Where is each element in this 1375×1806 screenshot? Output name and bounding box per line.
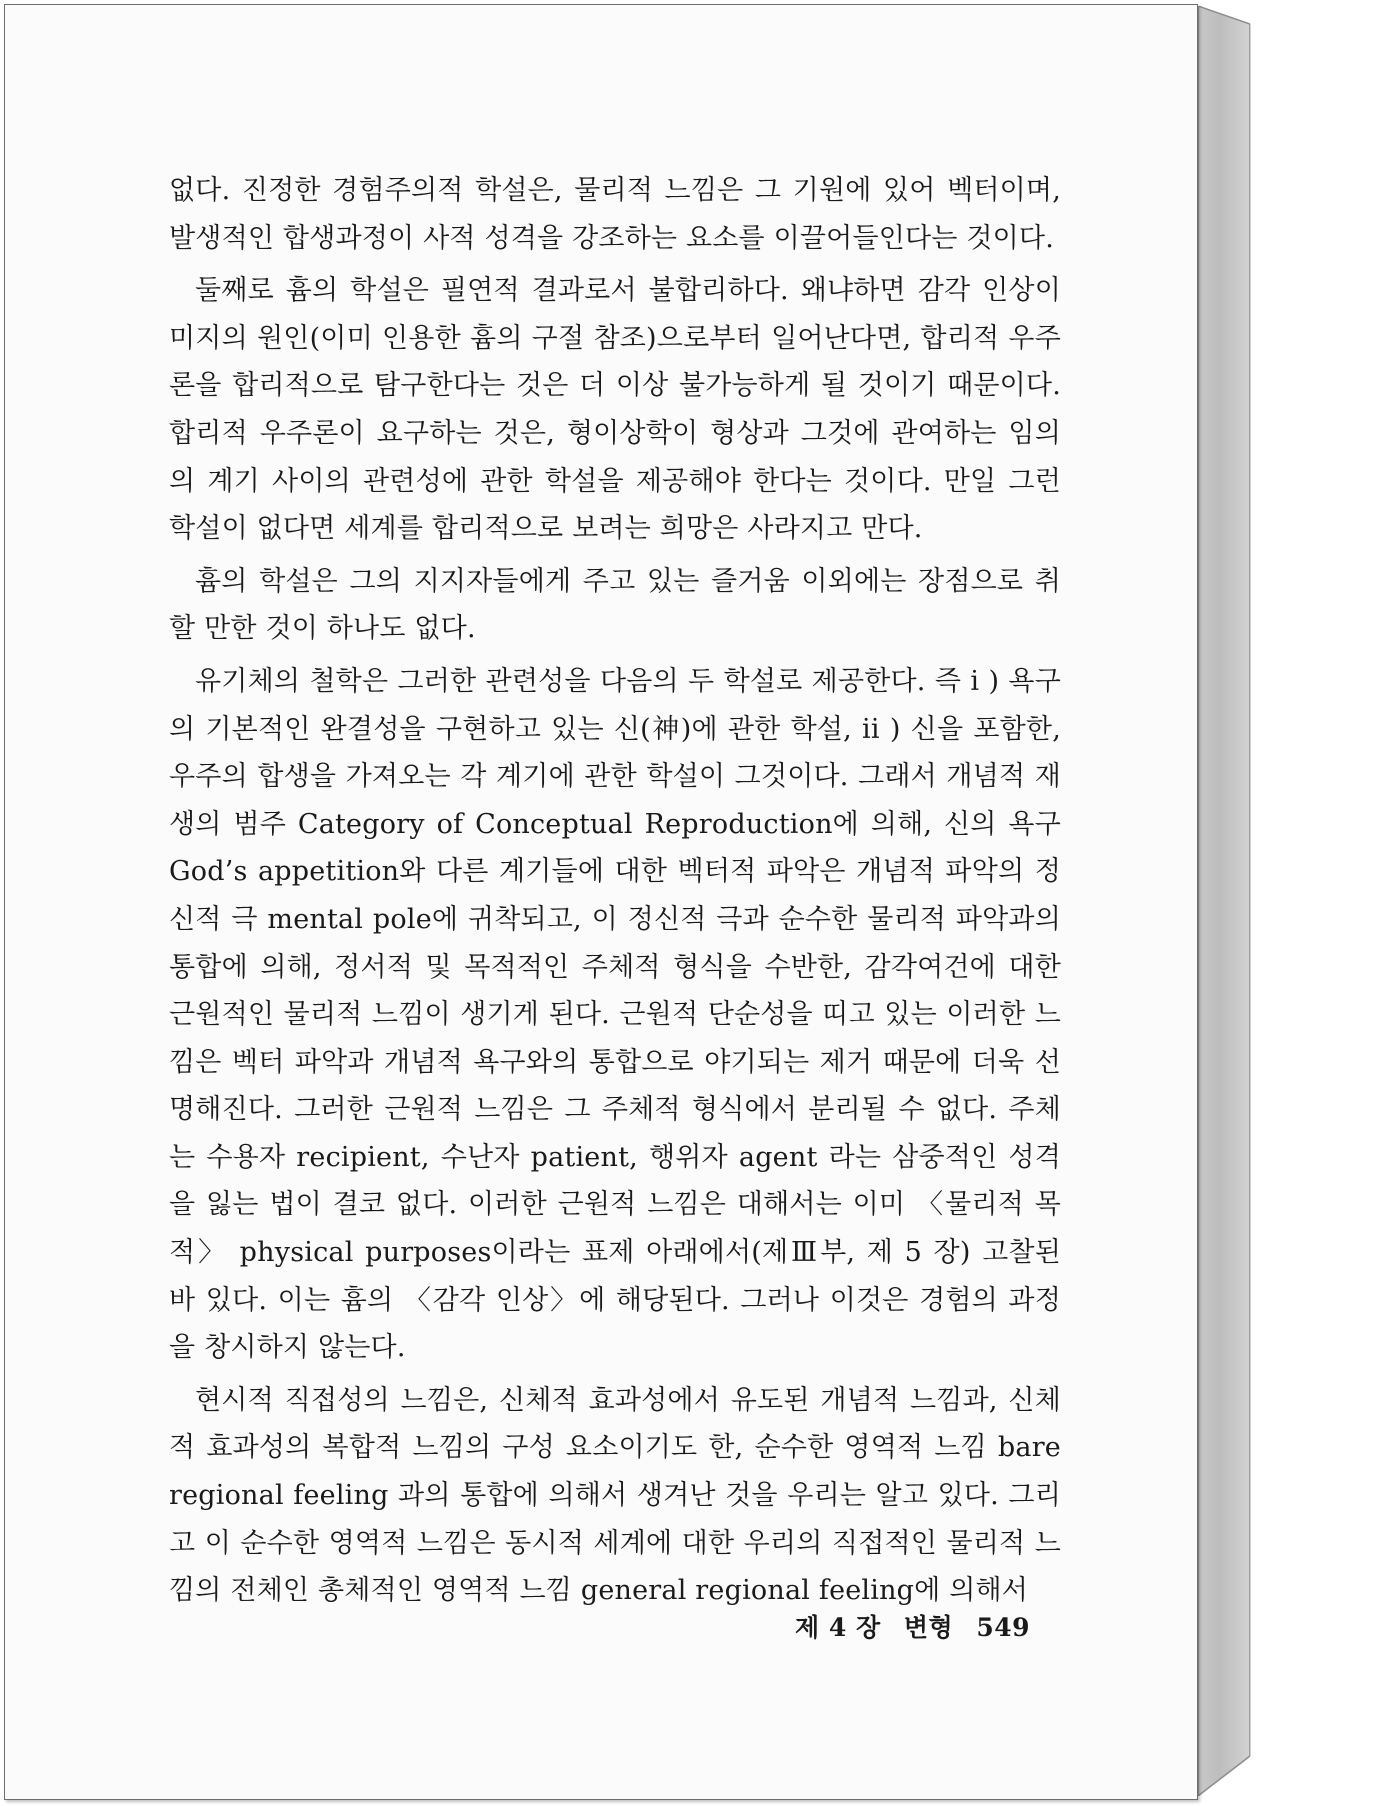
footer-chapter: 제 4 장: [795, 1613, 881, 1642]
paragraph: 현시적 직접성의 느낌은, 신체적 효과성에서 유도된 개념적 느낌과, 신체적 효과성의 복합적 느낌의 구성 요소이기도 한, 순수한 영역적 느낌 bare regional feeling 과의 통합에 의해서 생겨난 것을 우리는 알고 있다. 그리고 이 순수한 영역적 느낌은 동시적 세계에 대한 우리의 직접적인 물리적 느낌의 전체인 총체적인 영역적 느낌 general regional feeling에 의해서: [169, 1384, 1061, 1607]
book-side-edge: [1198, 6, 1251, 1796]
page-number: 549: [976, 1613, 1031, 1642]
book-page: [4, 4, 1198, 1800]
page-footer: [795, 1608, 1055, 1644]
body-text: [169, 167, 1061, 1620]
paragraph: 흄의 학설은 그의 지지자들에게 주고 있는 즐거움 이외에는 장점으로 취할 만한 것이 하나도 없다.: [169, 565, 1061, 645]
paragraph: 둘째로 흄의 학설은 필연적 결과로서 불합리하다. 왜냐하면 감각 인상이 미지의 원인(이미 인용한 흄의 구절 참조)으로부터 일어난다면, 합리적 우주론을 합리적으로 탐구한다는 것은 더 이상 불가능하게 될 것이기 때문이다. 합리적 우주론이 요구하는 것은, 형이상학이 형상과 그것에 관여하는 임의의 계기 사이의 관련성에 관한 학설을 제공해야 한다는 것이다. 만일 그런 학설이 없다면 세계를 합리적으로 보려는 희망은 사라지고 만다.: [169, 275, 1061, 545]
footer-title: 변형: [903, 1613, 954, 1642]
paragraph: 유기체의 철학은 그러한 관련성을 다음의 두 학설로 제공한다. 즉 i ) 욕구의 기본적인 완결성을 구현하고 있는 신(神)에 관한 학설, ii ) 신을 포함한, 우주의 합생을 가져오는 각 계기에 관한 학설이 그것이다. 그래서 개념적 재생의 범주 Category of Conceptual Reproduction에 의해, 신의 욕구 God’s appetition와 다른 계기들에 대한 벡터적 파악은 개념적 파악의 정신적 극 mental pole에 귀착되고, 이 정신적 극과 순수한 물리적 파악과의 통합에 의해, 정서적 및 목적적인 주체적 형식을 수반한, 감각여건에 대한 근원적인 물리적 느낌이 생기게 된다. 근원적 단순성을 띠고 있는 이러한 느낌은 벡터 파악과 개념적 욕구와의 통합으로 야기되는 제거 때문에 더욱 선명해진다. 그러한 근원적 느낌은 그 주체적 형식에서 분리될 수 없다. 주체는 수용자 recipient, 수난자 patient, 행위자 agent 라는 삼중적인 성격을 잃는 법이 결코 없다. 이러한 근원적 느낌은 대해서는 이미 〈물리적 목적〉 physical purposes이라는 표제 아래에서(제Ⅲ부, 제 5 장) 고찰된 바 있다. 이는 흄의 〈감각 인상〉에 해당된다. 그러나 이것은 경험의 과정을 창시하지 않는다.: [169, 665, 1061, 1364]
paragraph: 없다. 진정한 경험주의적 학설은, 물리적 느낌은 그 기원에 있어 벡터이며, 발생적인 합생과정이 사적 성격을 강조하는 요소를 이끌어들인다는 것이다.: [169, 175, 1061, 254]
